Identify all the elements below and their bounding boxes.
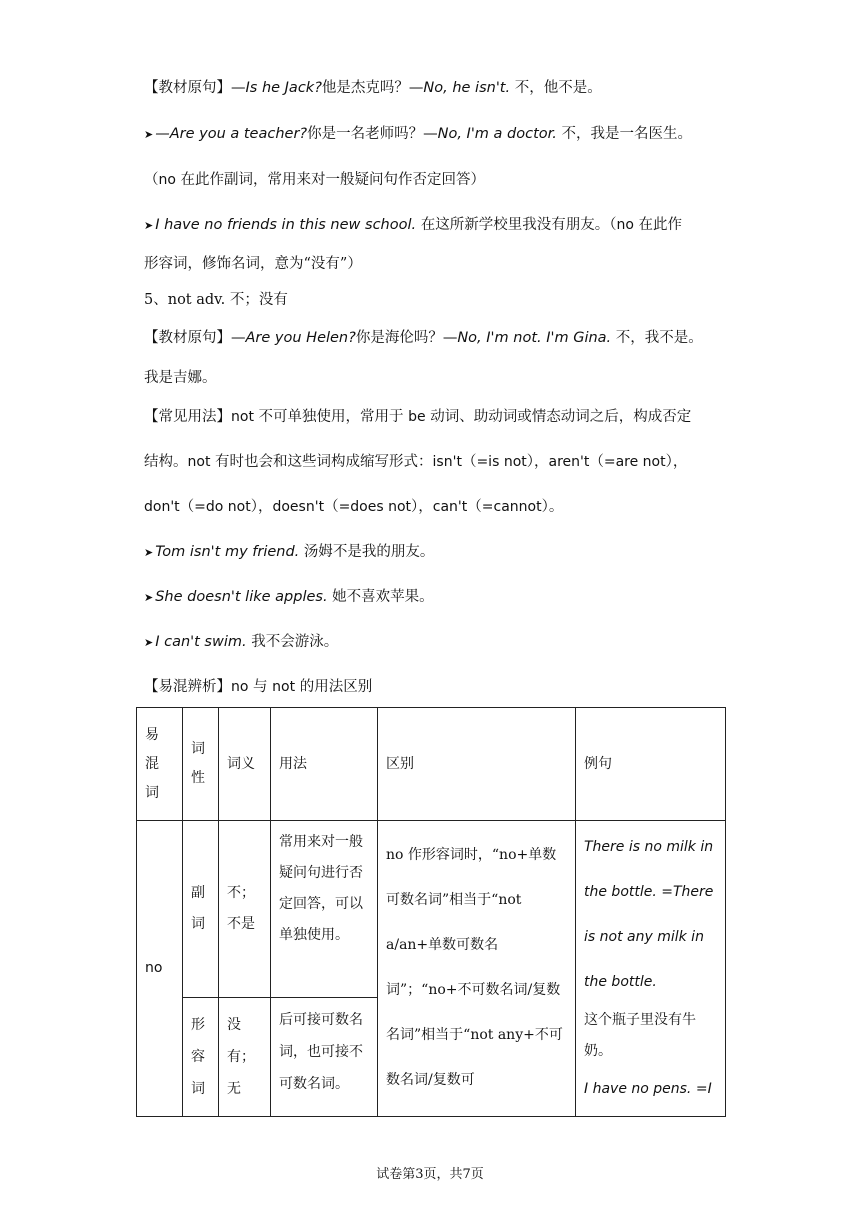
- line-example-teacher: ➤ —Are you a teacher?你是一名老师吗？—No, I'm a doctor. 不，我是一名医生。: [144, 126, 692, 142]
- line-confusion-heading: 【易混辨析】no 与 not 的用法区别: [144, 679, 373, 695]
- line-contractions-2: don't（=do not），doesn't（=does not），can't（=cannot）。: [144, 499, 564, 515]
- line-example-swim: ➤ I can't swim. 我不会游泳。: [144, 634, 339, 650]
- cell-examples: [576, 821, 726, 1117]
- line-example-friends: ➤ I have no friends in this new school. 在这所新学校里我没有朋友。（no 在此作: [144, 217, 683, 233]
- cell-pos-adverb: 副 词: [183, 821, 219, 998]
- header-meaning: 词义: [219, 708, 271, 821]
- cell-word-no: no: [137, 821, 183, 1117]
- example-en-pens: I have no pens. =I: [584, 1081, 712, 1097]
- example-cn-milk: 这个瓶子里没有牛奶。: [584, 1012, 696, 1059]
- bullet-arrow-icon: ➤: [144, 636, 154, 649]
- bullet-arrow-icon: ➤: [144, 591, 154, 604]
- cell-pos-adjective: 形 容 词: [183, 998, 219, 1117]
- header-difference: 区别: [378, 708, 576, 821]
- header-word: 易 混 词: [137, 708, 183, 821]
- cell-difference: no 作形容词时，“no+单数可数名词”相当于“not a/an+单数可数名词”；“no+不可数名词/复数名词”相当于“not any+不可数名词/复数可: [378, 821, 576, 1117]
- line-gina-translation: 我是吉娜。: [144, 370, 217, 386]
- table-header-row: [137, 708, 726, 821]
- label-textbook-sentence: 【教材原句】—: [144, 330, 246, 346]
- table-row-adverb: [137, 821, 726, 998]
- bullet-arrow-icon: ➤: [144, 546, 154, 559]
- line-no-adverb-note: （no 在此作副词，常用来对一般疑问句作否定回答）: [144, 172, 486, 188]
- line-contractions-1: 结构。not 有时也会和这些词构成缩写形式：isn't（=is not），aren't（=are not），: [144, 454, 688, 470]
- header-usage: 用法: [271, 708, 378, 821]
- line-example-apples: ➤ She doesn't like apples. 她不喜欢苹果。: [144, 589, 434, 605]
- cell-usage-adjective: 后可接可数名词，也可接不可数名词。: [271, 998, 378, 1117]
- line-common-usage: 【常见用法】not 不可单独使用，常用于 be 动词、助动词或情态动词之后，构成否定: [144, 409, 692, 425]
- page-footer: 试卷第3页，共7页: [376, 1167, 484, 1182]
- cell-meaning-adverb: 不； 不是: [219, 821, 271, 998]
- cell-meaning-adjective: 没 有； 无: [219, 998, 271, 1117]
- header-pos: 词 性: [183, 708, 219, 821]
- line-example-helen: 【教材原句】—Are you Helen?你是海伦吗？—No, I'm not. I'm Gina. 不，我不是。: [144, 330, 703, 346]
- example-en-milk: There is no milk in the bottle. =There is not any milk in the bottle.: [584, 839, 714, 990]
- no-not-comparison-table: [136, 707, 726, 1117]
- label-confusion-analysis: 【易混辨析】: [144, 679, 231, 695]
- header-example: 例句: [576, 708, 726, 821]
- section-heading-not: 5、not adv. 不；没有: [144, 292, 288, 308]
- line-example-jack: 【教材原句】—Is he Jack?他是杰克吗？—No, he isn't. 不，他不是。: [144, 80, 602, 96]
- label-common-usage: 【常见用法】: [144, 409, 231, 425]
- cell-usage-adverb: 常用来对一般疑问句进行否定回答，可以单独使用。: [271, 821, 378, 998]
- label-textbook-sentence: 【教材原句】—: [144, 80, 246, 96]
- bullet-arrow-icon: ➤: [144, 219, 154, 232]
- bullet-arrow-icon: ➤: [144, 128, 154, 141]
- line-no-adjective-note: 形容词，修饰名词，意为“没有”）: [144, 256, 362, 272]
- line-example-tom: ➤ Tom isn't my friend. 汤姆不是我的朋友。: [144, 544, 435, 560]
